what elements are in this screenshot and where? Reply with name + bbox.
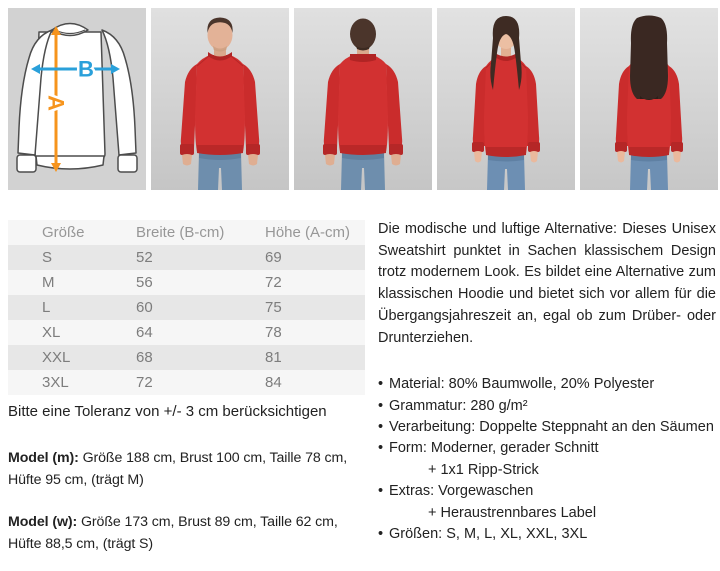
feature-item-material xyxy=(378,374,716,395)
bullet-icon: • xyxy=(378,440,384,457)
size-cell: XXL xyxy=(8,345,136,370)
feature-text: Material: 80% Baumwolle, 20% Polyester xyxy=(389,376,655,393)
column-header-groesse: Größe xyxy=(8,220,136,245)
height-label: A xyxy=(43,95,69,111)
feature-text: Grammatur: 280 g/m² xyxy=(389,397,528,414)
size-cell: S xyxy=(8,245,136,270)
model-male-back-image xyxy=(294,8,432,190)
model-female-text: Größe 173 cm, Brust 89 cm, Taille 62 cm, Hüfte 88,5 cm, (trägt S) xyxy=(8,514,338,552)
model-female-front-photo[interactable] xyxy=(437,8,575,190)
breite-cell: 68 xyxy=(136,345,265,370)
bullet-icon: • xyxy=(378,483,384,500)
product-description-column xyxy=(378,219,716,545)
feature-subtext: + 1x1 Ripp-Strick xyxy=(428,461,539,478)
width-label: B xyxy=(78,56,94,82)
bullet-icon: • xyxy=(378,526,384,543)
breite-cell: 52 xyxy=(136,245,265,270)
model-male-measurements xyxy=(8,447,372,491)
hoehe-cell: 78 xyxy=(265,320,365,345)
size-row-l xyxy=(8,295,365,320)
model-female-front-image xyxy=(437,8,575,190)
bullet-icon: • xyxy=(378,397,384,414)
hoehe-cell: 69 xyxy=(265,245,365,270)
model-male-front-photo[interactable] xyxy=(151,8,289,190)
model-female-label: Model (w): xyxy=(8,514,78,530)
hoehe-cell: 84 xyxy=(265,370,365,395)
bullet-icon: • xyxy=(378,419,384,436)
feature-item-extras xyxy=(378,481,716,524)
feature-text: Größen: S, M, L, XL, XXL, 3XL xyxy=(389,526,588,543)
column-header-breite: Breite (B-cm) xyxy=(136,220,265,245)
size-diagram-thumbnail[interactable] xyxy=(8,8,146,190)
feature-item-groessen xyxy=(378,524,716,545)
size-row-m xyxy=(8,270,365,295)
size-chart-header-row xyxy=(8,220,365,245)
size-row-xl xyxy=(8,320,365,345)
tolerance-note: Bitte eine Toleranz von +/- 3 cm berücksichtigen xyxy=(8,403,327,420)
product-description: Die modische und luftige Alternative: Dieses Unisex Sweatshirt punktet in Sachen klassischem Design trotz modernem Look. Es bildet eine Alternative zum klassischen Hoodie und bietet sich vor allem für die Übergangsjahreszeit an, egal ob zum Drüber- oder Drunterziehen. xyxy=(378,221,716,346)
model-female-back-image xyxy=(580,8,718,190)
size-cell: L xyxy=(8,295,136,320)
product-feature-list xyxy=(378,374,716,545)
column-header-hoehe: Höhe (A-cm) xyxy=(265,220,365,245)
hoehe-cell: 75 xyxy=(265,295,365,320)
product-image-gallery xyxy=(8,8,718,190)
sweatshirt-measure-diagram xyxy=(8,8,146,190)
model-male-label: Model (m): xyxy=(8,450,79,466)
size-cell: 3XL xyxy=(8,370,136,395)
feature-item-verarbeitung xyxy=(378,417,716,438)
size-row-s xyxy=(8,245,365,270)
size-row-3xl xyxy=(8,370,365,395)
model-female-measurements xyxy=(8,511,372,555)
feature-subtext: + Heraustrennbares Label xyxy=(428,504,597,521)
breite-cell: 56 xyxy=(136,270,265,295)
breite-cell: 60 xyxy=(136,295,265,320)
model-male-back-photo[interactable] xyxy=(294,8,432,190)
feature-item-grammatur xyxy=(378,396,716,417)
feature-text: Verarbeitung: Doppelte Steppnaht an den Säumen xyxy=(389,419,714,436)
feature-text: Form: Moderner, gerader Schnitt xyxy=(389,440,599,457)
size-cell: XL xyxy=(8,320,136,345)
sweatshirt-outline xyxy=(17,24,137,173)
breite-cell: 72 xyxy=(136,370,265,395)
breite-cell: 64 xyxy=(136,320,265,345)
feature-text: Extras: Vorgewaschen xyxy=(389,483,534,500)
size-cell: M xyxy=(8,270,136,295)
model-female-back-photo[interactable] xyxy=(580,8,718,190)
model-male-front-image xyxy=(151,8,289,190)
hoehe-cell: 72 xyxy=(265,270,365,295)
size-chart-table xyxy=(8,220,365,395)
feature-item-form xyxy=(378,438,716,481)
size-row-xxl xyxy=(8,345,365,370)
bullet-icon: • xyxy=(378,376,384,393)
hoehe-cell: 81 xyxy=(265,345,365,370)
model-male-text: Größe 188 cm, Brust 100 cm, Taille 78 cm, Hüfte 95 cm, (trägt M) xyxy=(8,450,348,488)
